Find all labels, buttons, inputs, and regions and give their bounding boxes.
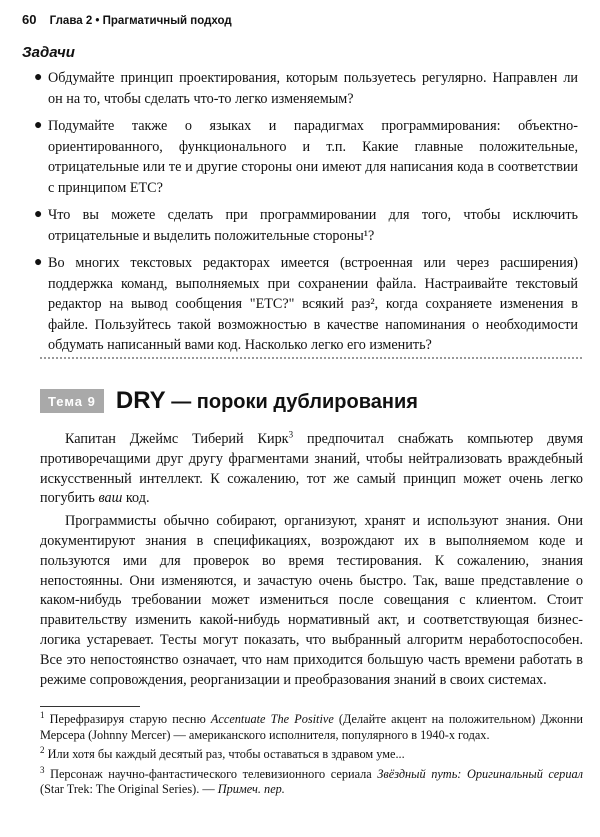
footnote-2: $^2$ Или хотя бы каждый десятый раз, чтобы оставаться в здравом уме... — [40, 744, 405, 761]
body-text — [40, 430, 583, 693]
bullet-icon: ● — [34, 118, 43, 133]
section-divider — [40, 357, 582, 359]
bullet-icon: ● — [34, 207, 43, 222]
chapter-title: Глава 2 • Прагматичный подход — [49, 15, 232, 27]
tasks-heading: Задачи — [22, 44, 75, 61]
bullet-icon: ● — [34, 255, 43, 270]
tasks-list — [34, 68, 578, 363]
paragraph: Капитан Джеймс Тиберий Кирк$^3$ предпочитал снабжать компьютер двумя противоречащими друг другу фрагментами знаний, чтобы нейтрализовать враждебный искусственный интеллект. К сожалению, тот же самый принцип может очень легко погубить ваш код. — [40, 429, 583, 507]
topic-badge: Тема 9 — [40, 389, 104, 413]
topic-heading — [40, 387, 418, 415]
page-header — [22, 12, 232, 27]
list-item: ● Подумайте также о языках и парадигмах программирования: объектно-ориентированного, функционального и т.п. Какие главные положительные, отрицательные или те и другие стороны они имеют для написания кода в соответствии с принципом ETC? — [34, 118, 578, 196]
footnotes — [40, 709, 583, 802]
list-item: ● Что вы можете сделать при программировании для того, чтобы исключить отрицательные и выделить положительные стороны¹? — [34, 207, 578, 244]
footnote-3: $^3$ Персонаж научно-фантастического телевизионного сериала Звёздный путь: Оригинальный сериал (Star Trek: The Original Series). — Примеч. пер. — [40, 764, 583, 796]
list-item: ● Во многих текстовых редакторах имеется (встроенная или через расширения) поддержка команд, выполняемых при сохранении файла. Настраивайте текстовый редактор на вывод сообщения "ETC?" всякий раз², когда сохраняете изменения в файле. Пользуйтесь такой возможностью в качестве напоминания о необходимости обдумать написанный вами код. Насколько легко его изменить? — [34, 255, 578, 353]
list-item: ● Обдумайте принцип проектирования, которым пользуетесь регулярно. Направлен ли он на то, чтобы сделать что-то легко изменяемым? — [34, 70, 578, 107]
footnote-divider — [40, 706, 140, 707]
bullet-icon: ● — [34, 70, 43, 85]
page-number: 60 — [22, 12, 37, 27]
topic-title: DRY — пороки дублирования — [115, 387, 418, 414]
footnote-1: $^1$ Перефразируя старую песню Accentuate The Positive (Делайте акцент на положительном) Джонни Мерсера (Johnny Mercer) — американского исполнителя, популярного в 1940-х годах. — [40, 709, 583, 742]
paragraph: Программисты обычно собирают, организуют, хранят и используют знания. Они документируют знания в спецификациях, возрождают их в выполняемом коде и пользуются ими для проверок во время тестирования. К сожалению, знания непостоянны. Они изменяются, и зачастую очень быстро. Так, ваше представление о каком-нибудь требовании может измениться после совещания с клиентом. Стоит правительству изменить какой-нибудь нормативный акт, и соответствующая бизнес-логика устаревает. Тесты могут показать, что выбранный алгоритм неработоспособен. Все это непостоянство означает, что нам приходится большую часть времени работать в режиме сопровождения, реорганизации и преобразования знаний в своих системах. — [40, 513, 583, 688]
